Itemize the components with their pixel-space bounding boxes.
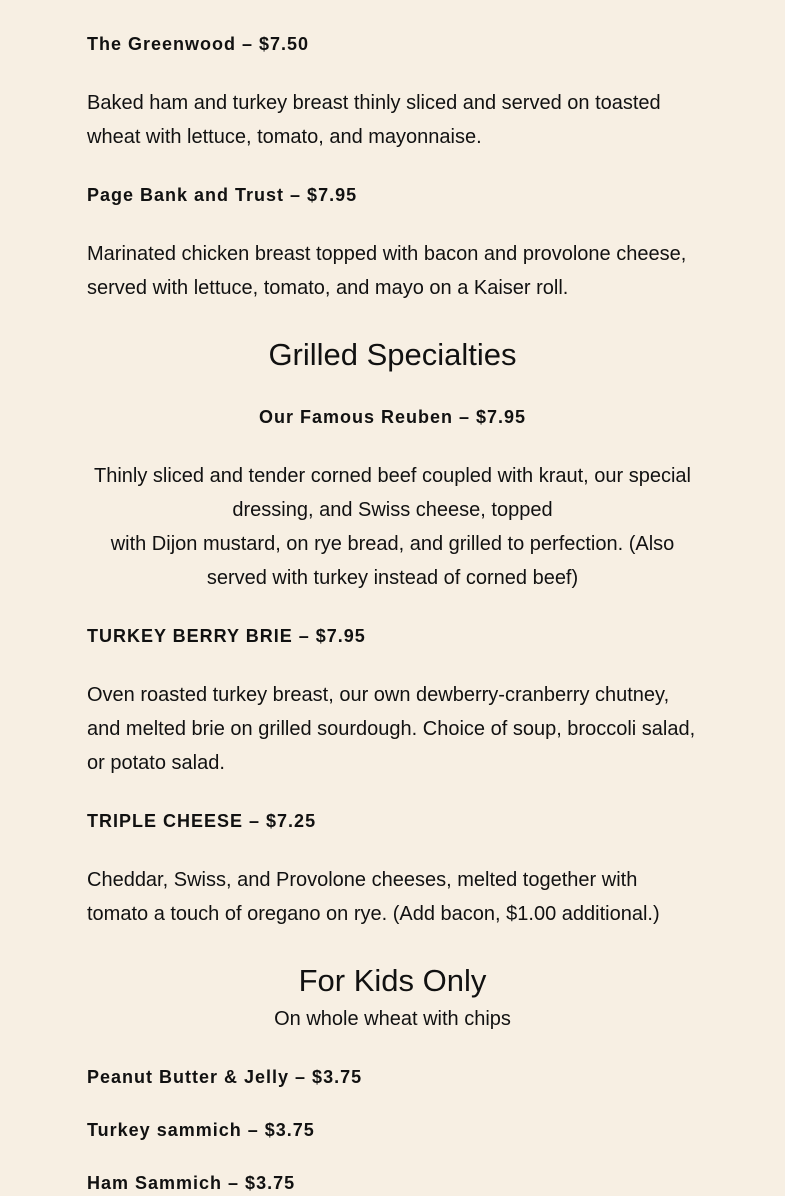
menu-item-description: Marinated chicken breast topped with bacon and provolone cheese, served with lettuce, tomato, and mayo on a Kaiser roll. bbox=[87, 243, 687, 299]
menu-item-title: Ham Sammich – $3.75 bbox=[87, 1173, 296, 1193]
menu-item-title: Peanut Butter & Jelly – $3.75 bbox=[87, 1067, 363, 1087]
section-subtitle-kids: On whole wheat with chips bbox=[274, 1008, 511, 1030]
menu-item-title: Page Bank and Trust – $7.95 bbox=[87, 185, 358, 205]
menu-item-title: Turkey sammich – $3.75 bbox=[87, 1120, 315, 1140]
section-heading-kids: For Kids Only bbox=[298, 963, 487, 998]
section-heading-grilled: Grilled Specialties bbox=[268, 337, 517, 372]
menu-item-description: Oven roasted turkey breast, our own dewberry-cranberry chutney, and melted brie on grilled sourdough. Choice of soup, broccoli salad, or potato salad. bbox=[87, 684, 696, 774]
menu-item-description-reuben-1: Thinly sliced and tender corned beef coupled with kraut, our special dressing, and Swiss cheese, topped bbox=[93, 465, 691, 521]
menu-item-description: Cheddar, Swiss, and Provolone cheeses, melted together with tomato a touch of oregano on rye. (Add bacon, $1.00 additional.) bbox=[87, 869, 660, 925]
menu-item-description: Baked ham and turkey breast thinly sliced and served on toasted wheat with lettuce, tomato, and mayonnaise. bbox=[87, 92, 661, 148]
menu-item-title: TURKEY BERRY BRIE – $7.95 bbox=[87, 626, 366, 646]
menu-item-description-reuben-2: with Dijon mustard, on rye bread, and grilled to perfection. (Also served with turkey instead of corned beef) bbox=[110, 533, 675, 589]
menu-item-title-reuben: Our Famous Reuben – $7.95 bbox=[258, 407, 527, 427]
menu-item-title: The Greenwood – $7.50 bbox=[87, 34, 310, 54]
menu-item-title: TRIPLE CHEESE – $7.25 bbox=[87, 811, 317, 831]
